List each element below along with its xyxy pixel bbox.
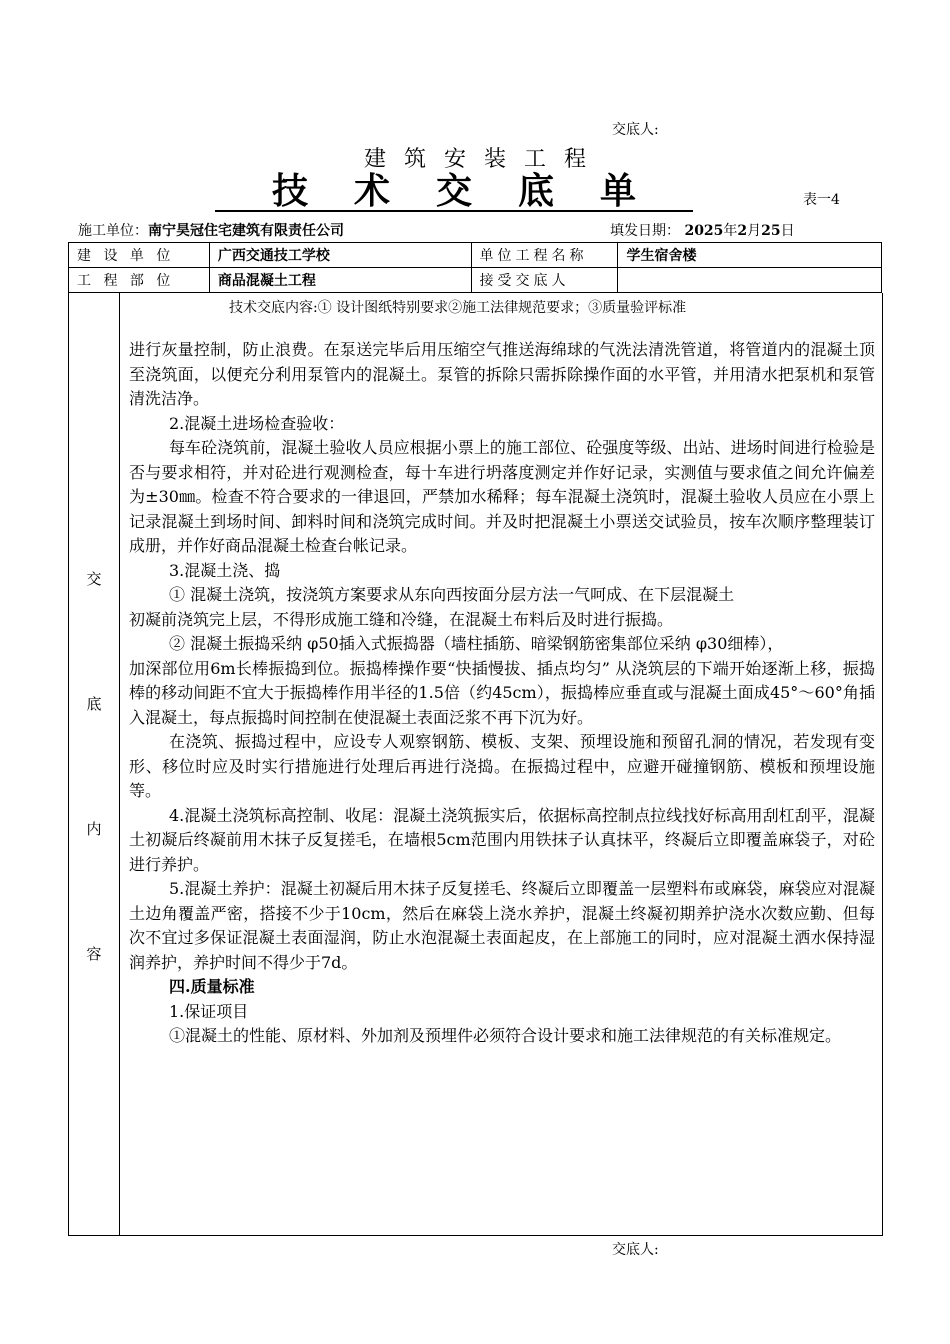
content-paragraph: 1.保证项目 [169, 1001, 249, 1021]
info-row-1 [69, 243, 882, 268]
construction-unit-value: 南宁昊冠住宅建筑有限责任公司 [148, 223, 344, 239]
handover-signature-top: 交底人: [612, 122, 659, 138]
content-paragraph: 4.混凝土浇筑标高控制、收尾：混凝土浇筑振实后，依据标高控制点拉线找好标高用刮杠刮平，混凝土初凝后终凝前用木抹子反复搓毛，在墙根5cm范围内用铁抹子认真抹平，终凝后立即覆盖麻袋子，对砼进行养护。 [129, 805, 875, 874]
content-paragraph: 加深部位用6m长棒振捣到位。振捣棒操作要“快插慢拔、插点均匀” 从浇筑层的下端开始逐渐上移，振捣棒的移动间距不宜大于振捣棒作用半径的1.5倍（约45cm），振捣棒应垂直或与混凝土面成45°～60°角插入混凝土，每点振捣时间控制在使混凝土表面泛浆不再下沉为好。 [129, 658, 875, 727]
document-title-line2: 技术交底单 [215, 170, 693, 212]
project-name-value: 学生宿舍楼 [618, 243, 882, 268]
disclosure-content-box [68, 293, 883, 1236]
content-paragraph: ② 混凝土振捣采纳 φ50插入式振捣器（墙柱插筋、暗梁钢筋密集部位采纳 φ30细棒）， [169, 634, 784, 653]
side-char-1: 交 [86, 570, 102, 588]
content-paragraph: 进行灰量控制，防止浪费。在泵送完毕后用压缩空气推送海绵球的气洗法清洗管道，将管道内的混凝土顶至浇筑面，以便充分利用泵管内的混凝土。泵管的拆除只需拆除操作面的水平管，并用清水把泵机和泵管清洗洁净。 [129, 340, 875, 408]
content-paragraph: 初凝前浇筑完上层，不得形成施工缝和冷缝，在混凝土布料后及时进行振捣。 [129, 609, 674, 629]
content-paragraph: 3.混凝土浇、捣 [169, 560, 281, 580]
issue-date-line [610, 220, 795, 240]
side-char-2: 底 [86, 695, 102, 713]
project-name-label: 单位工程名称 [471, 243, 618, 268]
issue-date-day: 25 [761, 223, 781, 239]
side-char-4: 容 [86, 945, 102, 963]
receiver-value [618, 268, 882, 293]
content-paragraph: 每车砼浇筑前，混凝土验收人员应根据小票上的施工部位、砼强度等级、出站、进场时间进行检验是否与要求相符，并对砼进行观测检查，每十车进行坍落度测定并作好记录，实测值与要求值之间允许偏差为±30㎜。检查不符合要求的一律退回，严禁加水稀释；每车混凝土浇筑时，混凝土验收人员应在小票上记录混凝土到场时间、卸料时间和浇筑完成时间。并及时把混凝土小票送交试验员，按车次顺序整理装订成册，并作好商品混凝土检查台帐记录。 [129, 438, 875, 555]
content-paragraph: 在浇筑、振捣过程中，应设专人观察钢筋、模板、支架、预埋设施和预留孔洞的情况，若发现有变形、移位时应及时实行措施进行处理后再进行浇捣。在振捣过程中，应避开碰撞钢筋、模板和预埋设施等。 [129, 732, 875, 800]
issue-date-label: 填发日期： [610, 223, 680, 239]
side-label-column [69, 293, 120, 1235]
content-paragraph: ① 混凝土浇筑，按浇筑方案要求从东向西按面分层方法一气呵成、在下层混凝土 [169, 585, 735, 604]
section-label: 工 程 部 位 [69, 268, 210, 293]
content-paragraph: 5.混凝土养护：混凝土初凝后用木抹子反复搓毛、终凝后立即覆盖一层塑料布或麻袋，麻袋应对混凝土边角覆盖严密，搭接不少于10cm，然后在麻袋上浇水养护，混凝土终凝初期养护浇水次数应勤、但每次不宜过多保证混凝土表面湿润，防止水泡混凝土表面起皮，在上部施工的同时，应对混凝土洒水保持湿润养护，养护时间不得少于7d。 [129, 879, 875, 972]
side-char-3: 内 [86, 820, 102, 838]
disclosure-text [129, 338, 875, 1049]
document-title-line1: 建筑安装工程 [363, 147, 604, 172]
builder-label: 建 设 单 位 [69, 243, 210, 268]
content-paragraph: 2.混凝土进场检查验收： [169, 413, 345, 433]
issue-date-day-suffix: 日 [780, 223, 795, 239]
section-value: 商品混凝土工程 [209, 268, 471, 293]
content-paragraph: ①混凝土的性能、原材料、外加剂及预埋件必须符合设计要求和施工法律规范的有关标准规定。 [169, 1026, 842, 1045]
issue-date-year: 2025 [684, 223, 724, 239]
disclosure-scope: 技术交底内容:① 设计图纸特别要求②施工法律规范要求；③质量验评标准 [229, 300, 687, 316]
info-row-2 [69, 268, 882, 293]
construction-unit-label: 施工单位： [78, 223, 148, 239]
form-number: 表一4 [803, 192, 840, 208]
issue-date-month: 2 [737, 223, 748, 239]
info-table [68, 242, 882, 293]
issue-date-month-suffix: 月 [747, 223, 762, 239]
issue-date-year-suffix: 年 [723, 223, 738, 239]
construction-unit-line [78, 220, 344, 240]
receiver-label: 接受交底人 [471, 268, 618, 293]
builder-value: 广西交通技工学校 [209, 243, 471, 268]
content-paragraph: 四.质量标准 [169, 977, 255, 996]
handover-signature-bottom: 交底人: [612, 1242, 659, 1258]
